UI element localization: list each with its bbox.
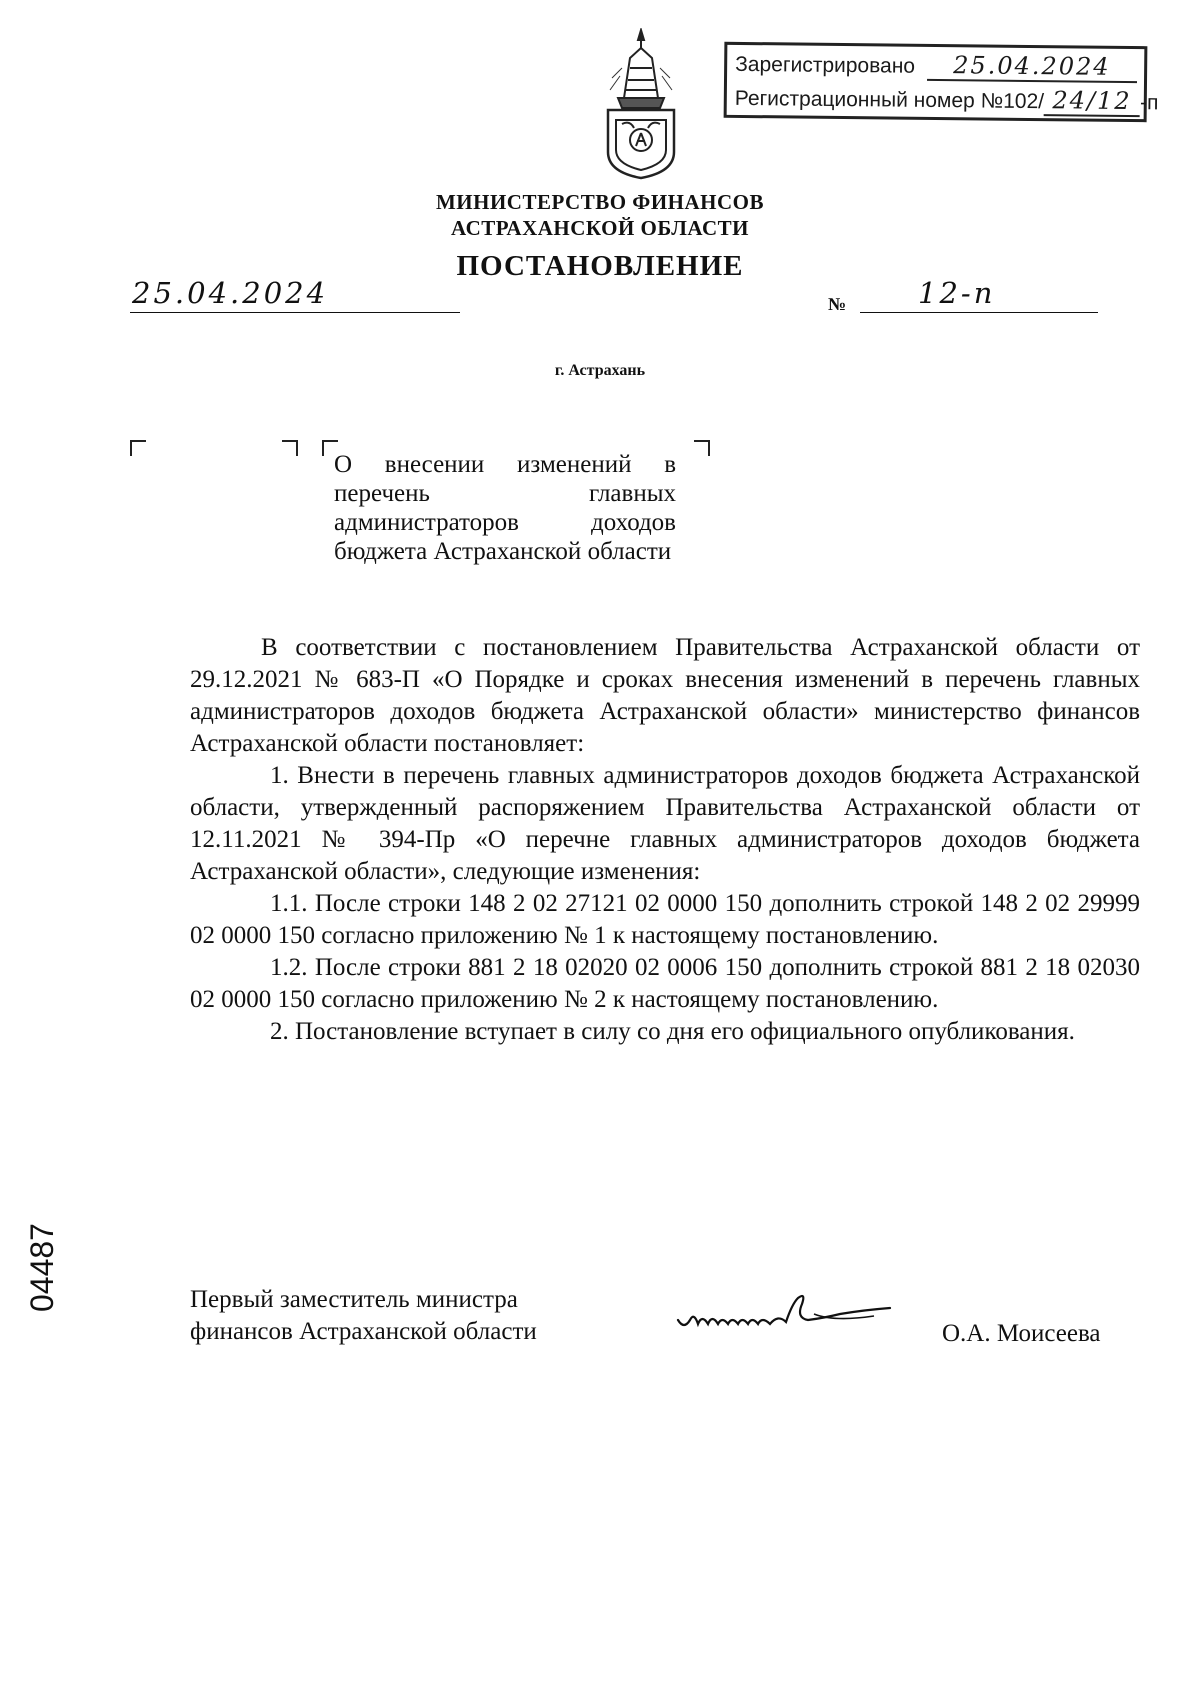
ministry-name-line1: МИНИСТЕРСТВО ФИНАНСОВ [435,190,765,214]
registered-label: Зарегистрировано [735,52,916,78]
item-2-paragraph: 2. Постановление вступает в силу со дня его официального опубликования. [270,1018,1075,1045]
item-1-1-paragraph: 1.1. После строки 148 2 02 27121 02 0000 150 дополнить строкой 148 2 02 29999 02 0000 150 согласно приложению № 1 к настоящему постановлению. [190,890,1140,949]
document-date: 25.04.2024 [132,276,329,310]
document-title: О внесении изменений в перечень главных администраторов доходов бюджета Астраханской области [334,451,676,565]
corner-mark [282,440,298,456]
preamble-paragraph: В соответствии с постановлением Правительства Астраханской области от 29.12.2021 № 683-П «О Порядке и сроках внесения изменений в перечень главных администраторов доходов бюджета Астраханской области» министерство финансов Астраханской области постановляет: [190,634,1140,757]
document-type-heading: ПОСТАНОВЛЕНИЕ [456,250,744,282]
reg-number-label: Регистрационный номер №102/ [734,86,1045,114]
coat-of-arms-emblem [600,28,682,180]
handwritten-signature [674,1284,896,1344]
ministry-name-line2: АСТРАХАНСКОЙ ОБЛАСТИ [450,216,750,240]
reg-number-value: 24/12 [1044,86,1140,117]
registered-date: 25.04.2024 [927,51,1137,83]
corner-mark [694,440,710,456]
signatory-position-line1: Первый заместитель министра [190,1286,518,1313]
document-number: 12-п [918,276,996,310]
document-body [190,632,1140,1048]
city-label: г. Астрахань [554,362,646,379]
corner-mark [130,440,146,456]
reg-number-suffix: -п [1139,91,1159,115]
number-sign: № [828,294,847,314]
side-archive-number: 04487 [24,1223,60,1312]
document-date-field [130,278,460,313]
document-number-field [860,278,1098,313]
item-1-2-paragraph: 1.2. После строки 881 2 18 02020 02 0006 150 дополнить строкой 881 2 18 02030 02 0000 150 согласно приложению № 2 к настоящему постановлению. [190,954,1140,1013]
item-1-paragraph: 1. Внести в перечень главных администраторов доходов бюджета Астраханской области, утвержденный распоряжением Правительства Астраханской области от 12.11.2021 № 394-Пр «О перечне главных администраторов доходов бюджета Астраханской области», следующие изменения: [190,762,1140,885]
signatory-name: О.А. Моисеева [942,1320,1101,1347]
registration-stamp [724,42,1159,122]
signatory-position-line2: финансов Астраханской области [190,1318,537,1345]
